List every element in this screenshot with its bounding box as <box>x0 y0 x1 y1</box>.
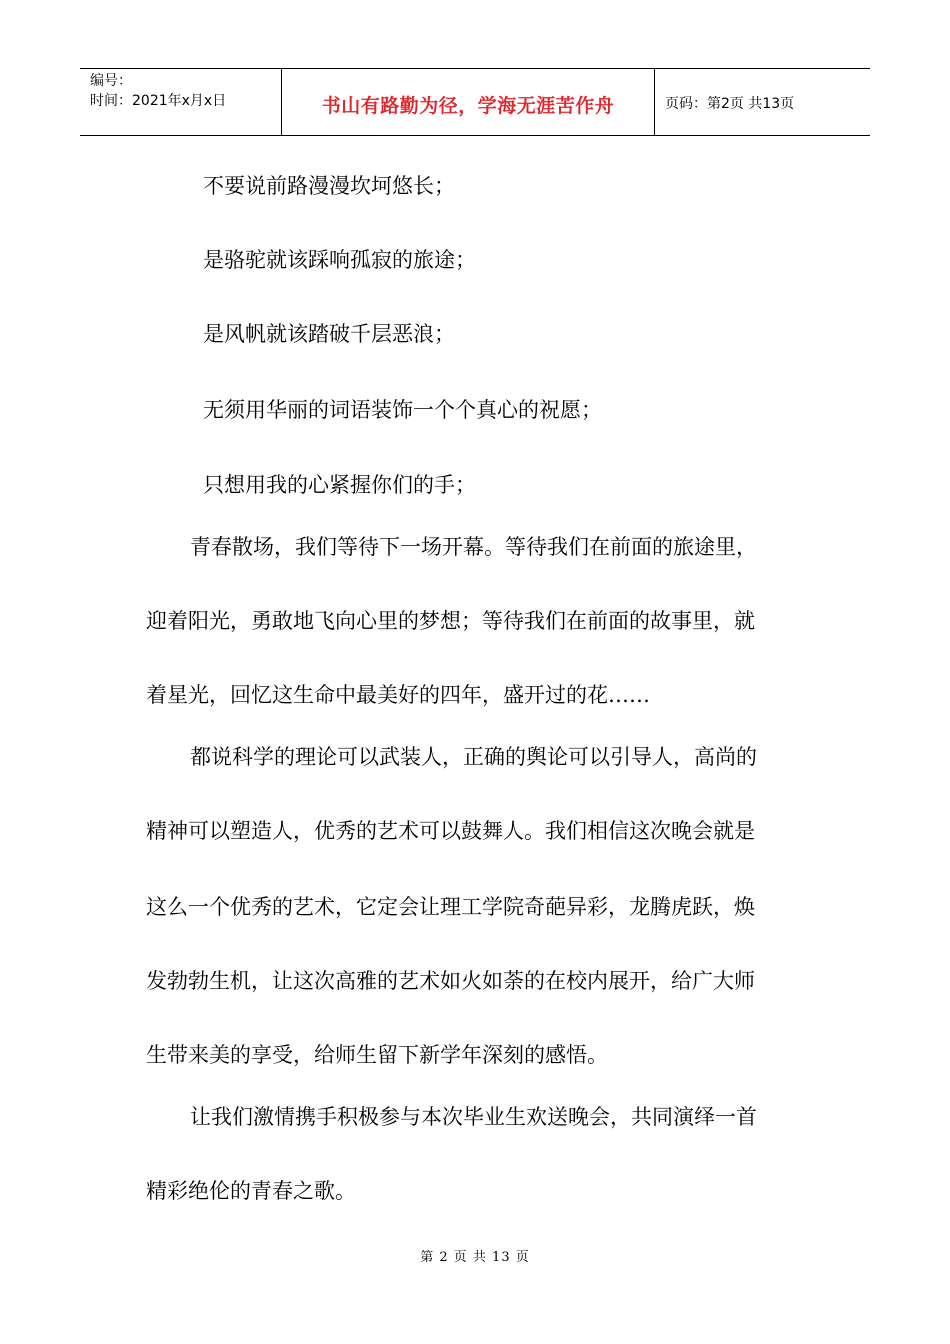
paragraph-line: 这么一个优秀的艺术，它定会让理工学院奇葩异彩，龙腾虎跃，焕 <box>146 895 755 919</box>
poem-line: 只想用我的心紧握你们的手； <box>203 473 476 497</box>
page-header <box>80 68 870 136</box>
poem-line: 是骆驼就该踩响孤寂的旅途； <box>203 248 476 272</box>
paragraph-line: 着星光，回忆这生命中最美好的四年，盛开过的花…… <box>146 683 650 707</box>
paragraph-line: 青春散场，我们等待下一场开幕。等待我们在前面的旅途里， <box>190 535 757 559</box>
paragraph-line: 迎着阳光，勇敢地飞向心里的梦想；等待我们在前面的故事里，就 <box>146 609 755 633</box>
poem-line: 无须用华丽的词语装饰一个个真心的祝愿； <box>203 398 602 422</box>
page-footer: 第 2 页 共 13 页 <box>420 1250 530 1265</box>
header-divider <box>654 69 655 135</box>
document-number-label: 编号： <box>90 73 132 89</box>
document-date: 时间：2021年x月x日 <box>90 93 227 109</box>
poem-line: 是风帆就该踏破千层恶浪； <box>203 322 455 346</box>
paragraph-line: 让我们激情携手积极参与本次毕业生欢送晚会，共同演绎一首 <box>190 1105 757 1129</box>
paragraph-line: 都说科学的理论可以武装人，正确的舆论可以引导人，高尚的 <box>190 745 757 769</box>
header-meta <box>90 71 226 111</box>
header-page-info: 页码：第2页 共13页 <box>665 96 795 112</box>
header-motto: 书山有路勤为径，学海无涯苦作舟 <box>321 95 615 117</box>
paragraph-line: 精神可以塑造人，优秀的艺术可以鼓舞人。我们相信这次晚会就是 <box>146 819 755 843</box>
paragraph-line: 精彩绝伦的青春之歌。 <box>146 1179 356 1203</box>
poem-line: 不要说前路漫漫坎坷悠长； <box>203 174 455 198</box>
paragraph-line: 生带来美的享受，给师生留下新学年深刻的感悟。 <box>146 1043 608 1067</box>
paragraph-line: 发勃勃生机，让这次高雅的艺术如火如荼的在校内展开，给广大师 <box>146 969 755 993</box>
